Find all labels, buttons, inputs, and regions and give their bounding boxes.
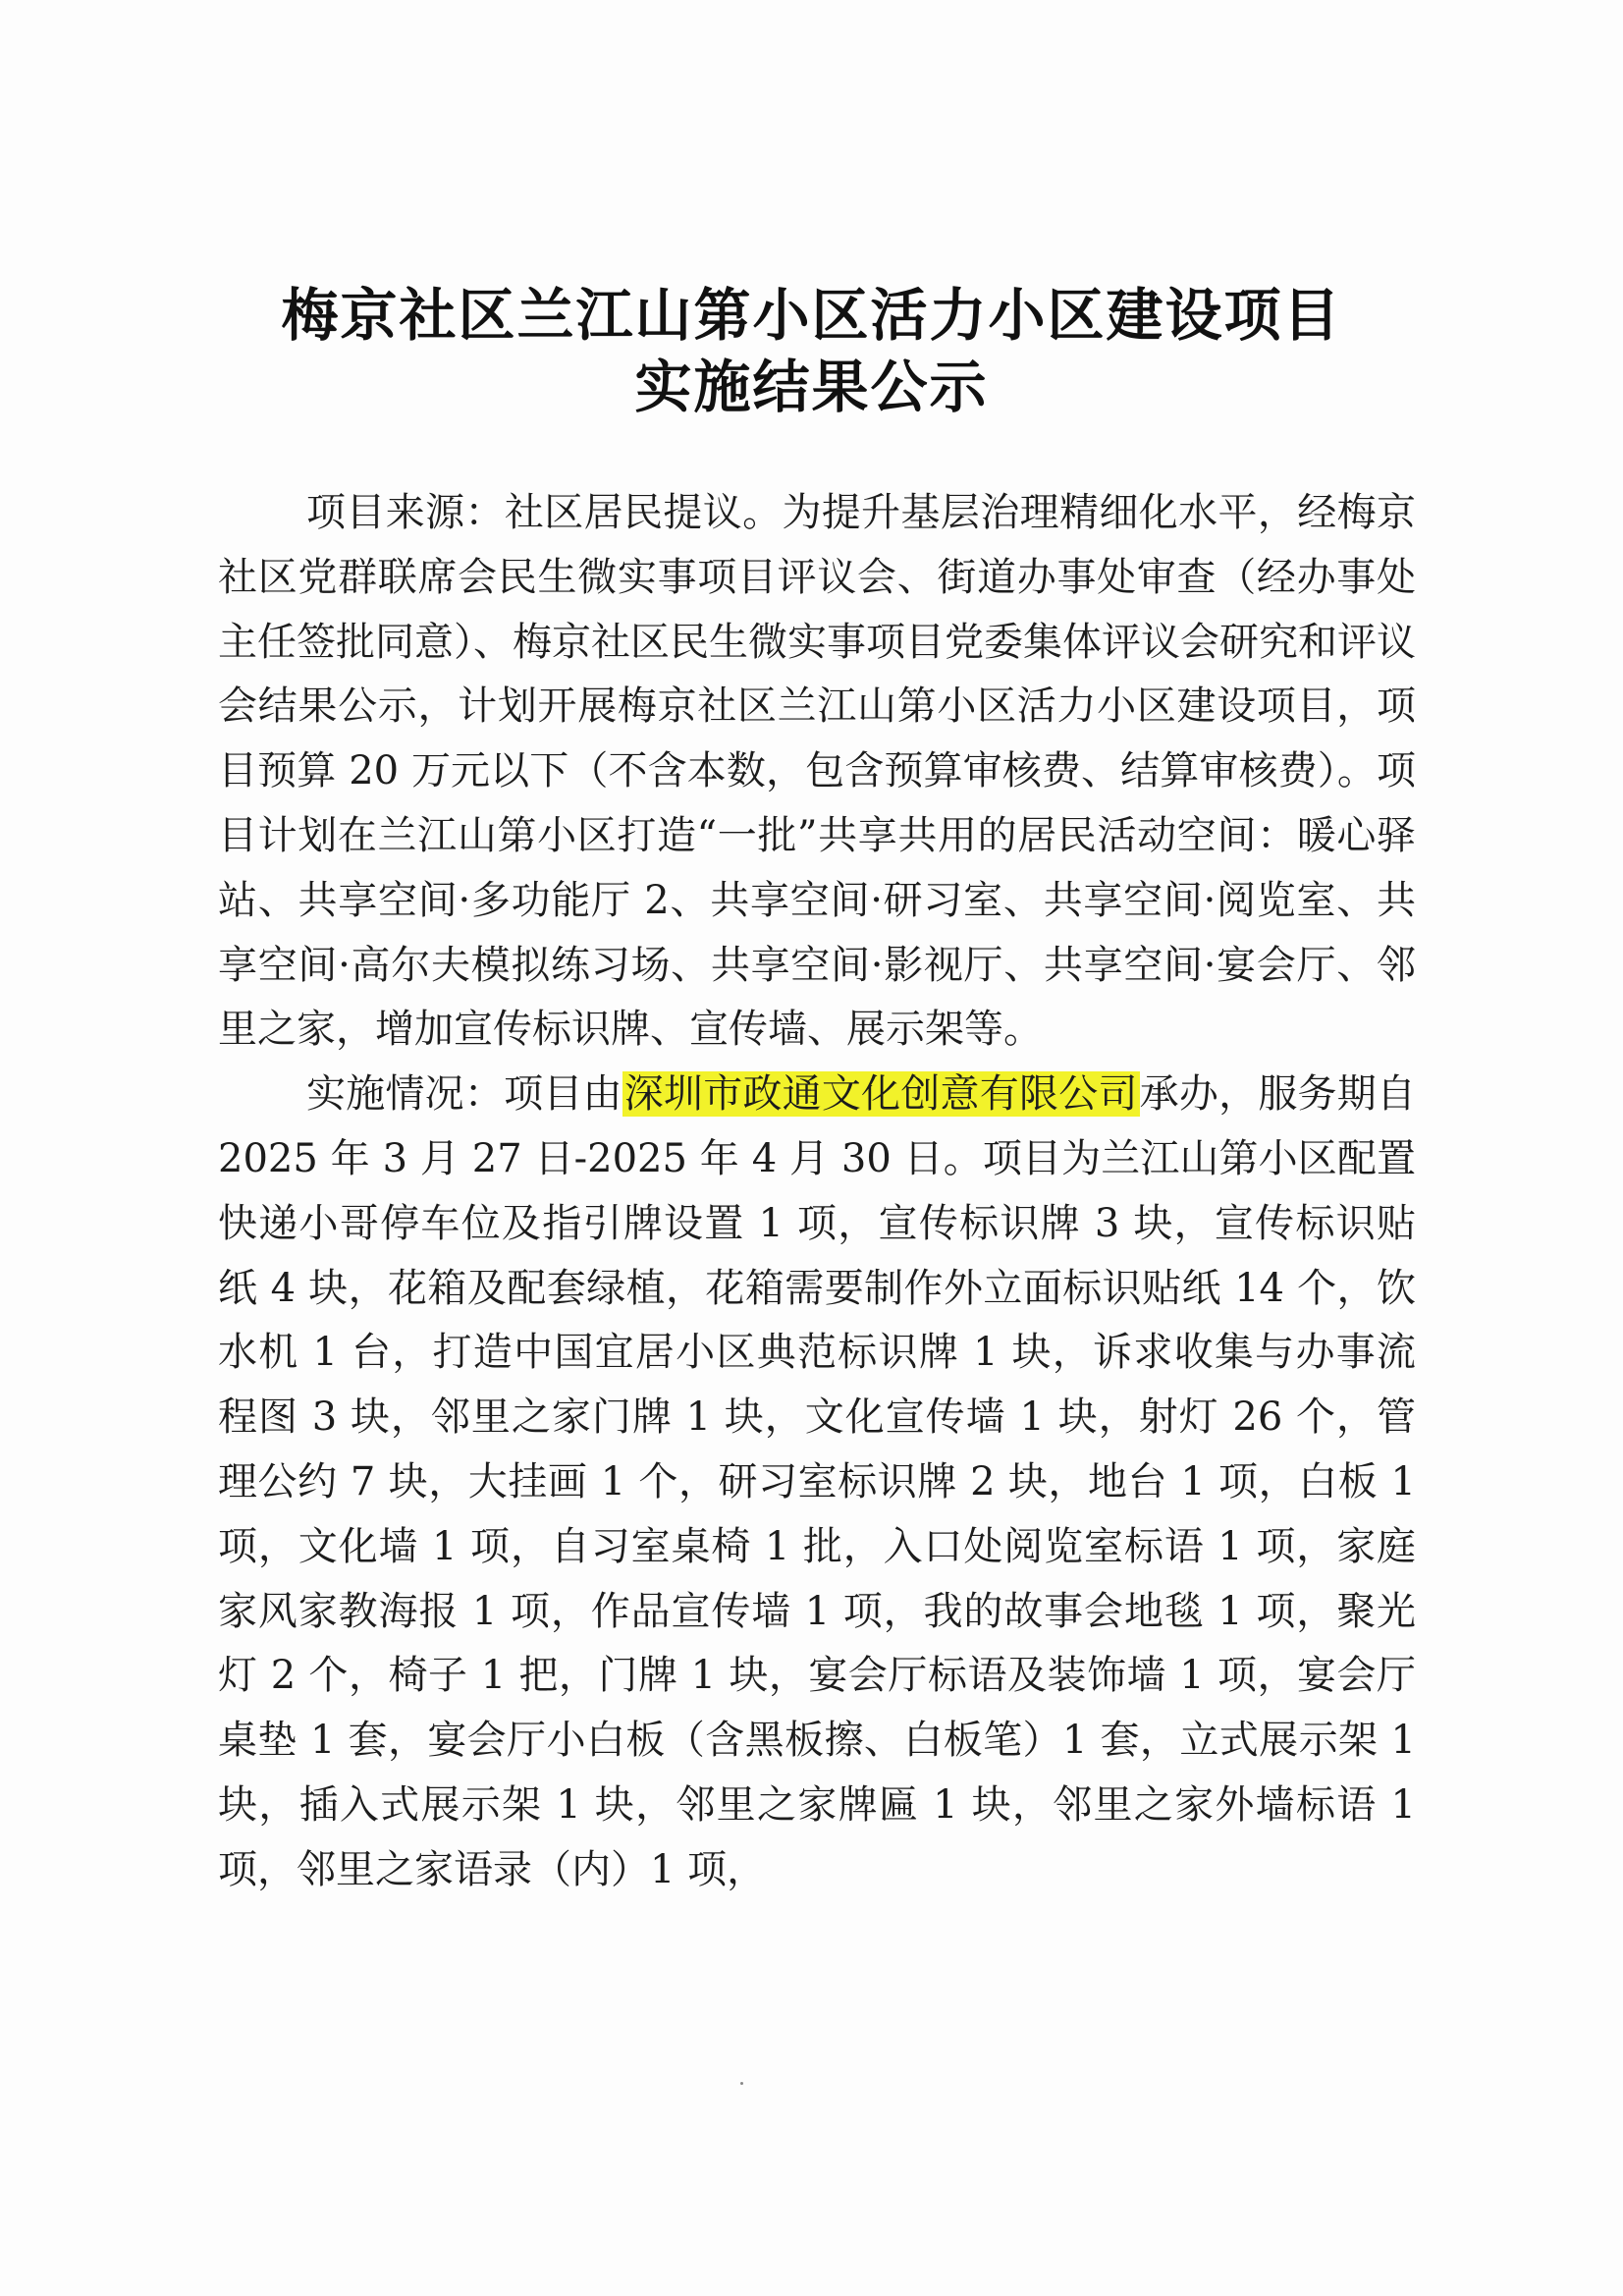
paragraph-implementation (218, 1063, 1416, 1902)
document-title-line2: 实施结果公示 (634, 354, 989, 420)
document-title-line1: 梅京社区兰江山第小区活力小区建设项目 (281, 282, 1342, 349)
highlighted-company-name: 深圳市政通文化创意有限公司 (623, 1071, 1138, 1118)
document-body (218, 481, 1416, 1903)
implementation-prefix: 实施情况：项目由 (306, 1071, 622, 1118)
scan-speck (740, 2082, 743, 2085)
paragraph-project-source: 项目来源：社区居民提议。为提升基层治理精细化水平，经梅京社区党群联席会民生微实事项目评议会、街道办事处审查（经办事处主任签批同意）、梅京社区民生微实事项目党委集体评议会研究和评议会结果公示，计划开展梅京社区兰江山第小区活力小区建设项目，项目预算 20 万元以下（不含本数，包含预算审核费、结算审核费）。项目计划在兰江山第小区打造“一批”共享共用的居民活动空间：暖心驿站、共享空间·多功能厅 2、共享空间·研习室、共享空间·阅览室、共享空间·高尔夫模拟练习场、共享空间·影视厅、共享空间·宴会厅、邻里之家，增加宣传标识牌、宣传墙、展示架等。 (218, 490, 1416, 1053)
implementation-body: 承办，服务期自 2025 年 3 月 27 日-2025 年 4 月 30 日。项目为兰江山第小区配置快递小哥停车位及指引牌设置 1 项，宣传标识牌 3 块，宣传标识贴纸 4 块，花箱及配套绿植，花箱需要制作外立面标识贴纸 14 个，饮水机 1 台，打造中国宜居小区典范标识牌 1 块，诉求收集与办事流程图 3 块，邻里之家门牌 1 块，文化宣传墙 1 块，射灯 26 个，管理公约 7 块，大挂画 1 个，研习室标识牌 2 块，地台 1 项，白板 1 项，文化墙 1 项，自习室桌椅 1 批，入口处阅览室标语 1 项，家庭家风家教海报 1 项，作品宣传墙 1 项，我的故事会地毯 1 项，聚光灯 2 个，椅子 1 把，门牌 1 块，宴会厅标语及装饰墙 1 项，宴会厅桌垫 1 套，宴会厅小白板（含黑板擦、白板笔）1 套，立式展示架 1 块，插入式展示架 1 块，邻里之家牌匾 1 块，邻里之家外墙标语 1 项，邻里之家语录（内）1 项， (218, 1071, 1417, 1892)
